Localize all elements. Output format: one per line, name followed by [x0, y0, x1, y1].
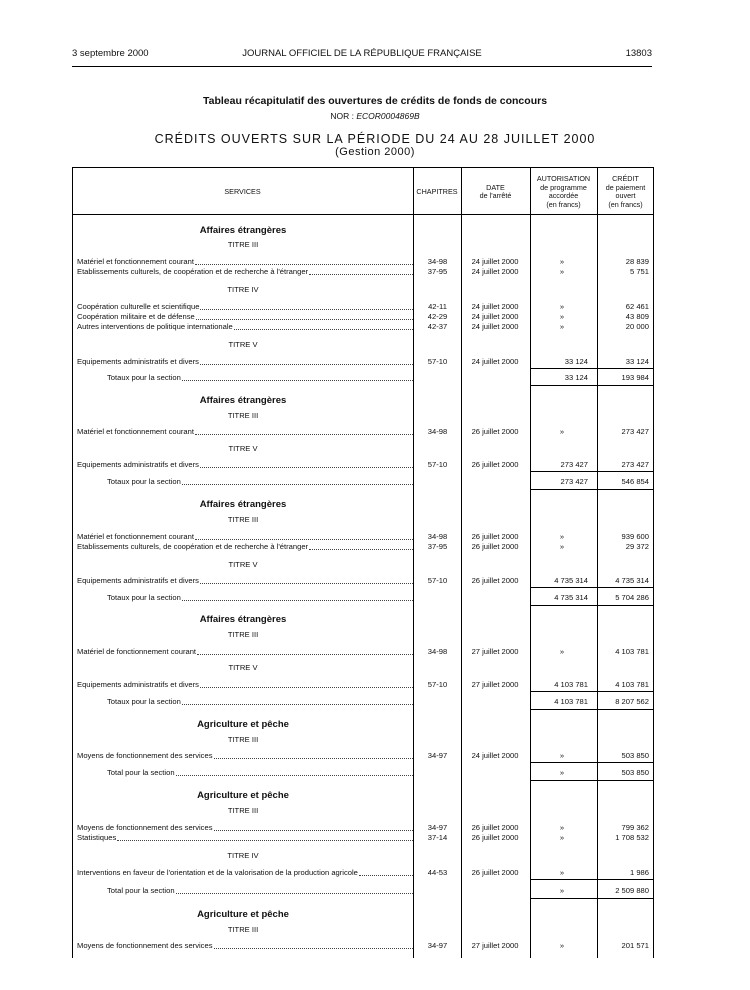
- table-row: [72, 541, 654, 552]
- total-rule: [530, 691, 597, 692]
- service-cell: [77, 867, 413, 878]
- service-cell: [77, 459, 413, 470]
- autorisation-cell: 4 103 781: [554, 697, 588, 706]
- dot-leader: [359, 867, 413, 876]
- date-cell: 24 juillet 2000: [471, 302, 519, 311]
- service-cell: [77, 541, 413, 552]
- autorisation-cell: 4 735 314: [554, 576, 588, 585]
- date-cell: 24 juillet 2000: [471, 751, 519, 760]
- titre-heading: TITRE IV: [227, 851, 259, 860]
- autorisation-cell: »: [559, 257, 565, 266]
- autorisation-cell: 33 124: [564, 373, 588, 382]
- col-header-date: DATE de l'arrêté: [479, 182, 512, 200]
- autorisation-cell: »: [559, 312, 565, 321]
- titre-heading: TITRE III: [227, 806, 259, 815]
- autorisation-cell: 273 427: [560, 460, 588, 469]
- total-rule: [597, 762, 654, 763]
- autorisation-cell: »: [559, 833, 565, 842]
- service-cell: [77, 750, 413, 761]
- date-cell: 26 juillet 2000: [471, 460, 519, 469]
- credit-cell: 939 600: [621, 532, 649, 541]
- date-cell: 27 juillet 2000: [471, 941, 519, 950]
- chapitre-cell: 37-95: [427, 267, 448, 276]
- credit-cell: 201 571: [621, 941, 649, 950]
- dot-leader: [176, 767, 413, 776]
- credit-cell: 5 704 286: [615, 593, 649, 602]
- total-rule: [530, 762, 597, 763]
- credit-cell: 2 509 880: [615, 886, 649, 895]
- service-label: Totaux pour la section: [107, 373, 181, 382]
- service-cell: [77, 426, 413, 437]
- date-cell: 24 juillet 2000: [471, 267, 519, 276]
- chapitre-cell: 57-10: [427, 576, 448, 585]
- chapitre-cell: 44-53: [427, 868, 448, 877]
- chapitre-cell: 42-37: [427, 322, 448, 331]
- service-label: Statistiques: [77, 833, 117, 842]
- service-label: Equipements administratifs et divers: [77, 576, 199, 585]
- total-row: [72, 696, 654, 707]
- service-cell: [77, 832, 413, 843]
- autorisation-cell: »: [559, 751, 565, 760]
- titre-heading: TITRE V: [228, 340, 258, 349]
- section-heading: Affaires étrangères: [199, 395, 287, 406]
- journal-title: JOURNAL OFFICIEL DE LA RÉPUBLIQUE FRANÇAISE: [242, 48, 482, 59]
- dot-leader: [117, 832, 413, 841]
- credit-cell: 33 124: [625, 357, 649, 366]
- table-row: [72, 750, 654, 761]
- service-cell: [77, 321, 413, 332]
- total-rule: [597, 587, 654, 588]
- date-cell: 27 juillet 2000: [471, 647, 519, 656]
- service-cell: [107, 767, 413, 778]
- chapitre-cell: 57-10: [427, 680, 448, 689]
- table-row: [72, 867, 654, 878]
- service-label: Autres interventions de politique internationale: [77, 322, 233, 331]
- service-label: Totaux pour la section: [107, 477, 181, 486]
- dot-leader: [176, 885, 413, 894]
- service-label: Moyens de fonctionnement des services: [77, 751, 213, 760]
- chapitre-cell: 34-97: [427, 823, 448, 832]
- date-cell: 24 juillet 2000: [471, 312, 519, 321]
- table-row: [72, 575, 654, 586]
- service-label: Coopération culturelle et scientifique: [77, 302, 200, 311]
- table-row: [72, 940, 654, 951]
- gestion-title: (Gestion 2000): [335, 146, 415, 158]
- credit-cell: 5 751: [629, 267, 649, 276]
- titre-heading: TITRE III: [227, 515, 259, 524]
- service-cell: [107, 696, 413, 707]
- date-cell: 26 juillet 2000: [471, 868, 519, 877]
- table-row: [72, 426, 654, 437]
- section-bottom-rule: [530, 898, 654, 899]
- titre-heading: TITRE III: [227, 630, 259, 639]
- autorisation-cell: »: [559, 322, 565, 331]
- service-cell: [107, 592, 413, 603]
- col-header-credit: CRÉDIT de paiement ouvert (en francs): [605, 174, 646, 209]
- date-cell: 26 juillet 2000: [471, 576, 519, 585]
- titre-heading: TITRE III: [227, 411, 259, 420]
- autorisation-cell: »: [559, 532, 565, 541]
- total-row: [72, 885, 654, 896]
- date-cell: 26 juillet 2000: [471, 427, 519, 436]
- dot-leader: [182, 592, 413, 601]
- table-row: [72, 646, 654, 657]
- service-cell: [77, 940, 413, 951]
- credit-cell: 799 362: [621, 823, 649, 832]
- date-cell: 24 juillet 2000: [471, 322, 519, 331]
- dot-leader: [182, 372, 413, 381]
- service-label: Coopération militaire et de défense: [77, 312, 195, 321]
- section-heading: Affaires étrangères: [199, 225, 287, 236]
- service-cell: [77, 266, 413, 277]
- service-label: Totaux pour la section: [107, 593, 181, 602]
- credit-cell: 1 986: [629, 868, 649, 877]
- dot-leader: [309, 266, 413, 275]
- chapitre-cell: 57-10: [427, 460, 448, 469]
- table-row: [72, 356, 654, 367]
- total-rule: [530, 471, 597, 472]
- section-bottom-rule: [530, 605, 654, 606]
- service-label: Moyens de fonctionnement des services: [77, 941, 213, 950]
- autorisation-cell: »: [559, 647, 565, 656]
- service-cell: [77, 356, 413, 367]
- titre-heading: TITRE V: [228, 560, 258, 569]
- chapitre-cell: 37-14: [427, 833, 448, 842]
- total-rule: [597, 368, 654, 369]
- dot-leader: [200, 575, 413, 584]
- total-row: [72, 372, 654, 383]
- credit-cell: 546 854: [621, 477, 649, 486]
- credit-cell: 1 708 532: [615, 833, 649, 842]
- service-cell: [107, 476, 413, 487]
- service-label: Equipements administratifs et divers: [77, 357, 199, 366]
- service-cell: [77, 646, 413, 657]
- total-rule: [597, 691, 654, 692]
- section-heading: Affaires étrangères: [199, 499, 287, 510]
- table-row: [72, 459, 654, 470]
- credit-cell: 20 000: [625, 322, 649, 331]
- credit-cell: 273 427: [621, 427, 649, 436]
- chapitre-cell: 34-98: [427, 647, 448, 656]
- titre-heading: TITRE III: [227, 925, 259, 934]
- credit-cell: 62 461: [625, 302, 649, 311]
- autorisation-cell: »: [559, 868, 565, 877]
- total-row: [72, 592, 654, 603]
- service-label: Total pour la section: [107, 768, 175, 777]
- section-bottom-rule: [530, 385, 654, 386]
- header-date: 3 septembre 2000: [72, 48, 149, 59]
- service-label: Totaux pour la section: [107, 697, 181, 706]
- col-header-services: SERVICES: [224, 186, 261, 196]
- dot-leader: [200, 356, 413, 365]
- table-row: [72, 266, 654, 277]
- dot-leader: [200, 459, 413, 468]
- autorisation-cell: »: [559, 302, 565, 311]
- credit-cell: 29 372: [625, 542, 649, 551]
- service-cell: [107, 372, 413, 383]
- table-row: [72, 832, 654, 843]
- section-heading: Agriculture et pêche: [197, 909, 289, 920]
- autorisation-cell: »: [559, 768, 565, 777]
- autorisation-cell: 4 103 781: [554, 680, 588, 689]
- col-header-autorisation: AUTORISATION de programme accordée (en francs): [536, 174, 591, 209]
- credit-cell: 4 103 781: [615, 680, 649, 689]
- service-label: Equipements administratifs et divers: [77, 680, 199, 689]
- credit-cell: 273 427: [621, 460, 649, 469]
- dot-leader: [197, 646, 413, 655]
- service-label: Matériel et fonctionnement courant: [77, 532, 194, 541]
- service-cell: [107, 885, 413, 896]
- autorisation-cell: »: [559, 941, 565, 950]
- chapitre-cell: 57-10: [427, 357, 448, 366]
- date-cell: 27 juillet 2000: [471, 680, 519, 689]
- dot-leader: [214, 750, 414, 759]
- date-cell: 26 juillet 2000: [471, 542, 519, 551]
- service-label: Equipements administratifs et divers: [77, 460, 199, 469]
- service-label: Etablissements culturels, de coopération et de recherche à l'étranger: [77, 542, 309, 551]
- titre-heading: TITRE III: [227, 735, 259, 744]
- chapitre-cell: 37-95: [427, 542, 448, 551]
- dot-leader: [195, 256, 413, 265]
- document-title: Tableau récapitulatif des ouvertures de crédits de fonds de concours: [202, 95, 548, 107]
- table-row: [72, 321, 654, 332]
- total-rule: [597, 879, 654, 880]
- section-bottom-rule: [530, 489, 654, 490]
- chapitre-cell: 34-98: [427, 427, 448, 436]
- dot-leader: [234, 321, 413, 330]
- total-row: [72, 476, 654, 487]
- dot-leader: [182, 476, 413, 485]
- dot-leader: [309, 541, 413, 550]
- credit-cell: 503 850: [621, 768, 649, 777]
- service-label: Interventions en faveur de l'orientation et de la valorisation de la production agricole: [77, 868, 358, 877]
- service-label: Matériel et fonctionnement courant: [77, 257, 194, 266]
- nor-label: NOR :: [330, 111, 354, 121]
- titre-heading: TITRE III: [227, 240, 259, 249]
- col-header-chapitres: CHAPITRES: [416, 186, 458, 196]
- chapitre-cell: 34-97: [427, 941, 448, 950]
- dot-leader: [214, 940, 414, 949]
- service-cell: [77, 575, 413, 586]
- autorisation-cell: »: [559, 267, 565, 276]
- autorisation-cell: »: [559, 427, 565, 436]
- dot-leader: [200, 679, 413, 688]
- section-heading: Agriculture et pêche: [197, 719, 289, 730]
- chapitre-cell: 34-98: [427, 257, 448, 266]
- service-cell: [77, 679, 413, 690]
- date-cell: 24 juillet 2000: [471, 357, 519, 366]
- section-bottom-rule: [530, 780, 654, 781]
- dot-leader: [195, 531, 413, 540]
- date-cell: 24 juillet 2000: [471, 257, 519, 266]
- credit-cell: 193 984: [621, 373, 649, 382]
- titre-heading: TITRE V: [228, 444, 258, 453]
- credit-cell: 4 735 314: [615, 576, 649, 585]
- service-label: Total pour la section: [107, 886, 175, 895]
- autorisation-cell: 33 124: [564, 357, 588, 366]
- credit-cell: 4 103 781: [615, 647, 649, 656]
- chapitre-cell: 42-29: [427, 312, 448, 321]
- dot-leader: [200, 301, 413, 310]
- autorisation-cell: »: [559, 542, 565, 551]
- dot-leader: [214, 822, 414, 831]
- total-rule: [530, 368, 597, 369]
- service-label: Matériel et fonctionnement courant: [77, 427, 194, 436]
- date-cell: 26 juillet 2000: [471, 532, 519, 541]
- service-label: Moyens de fonctionnement des services: [77, 823, 213, 832]
- dot-leader: [196, 311, 413, 320]
- date-cell: 26 juillet 2000: [471, 833, 519, 842]
- total-rule: [530, 879, 597, 880]
- credit-cell: 8 207 562: [615, 697, 649, 706]
- chapitre-cell: 34-98: [427, 532, 448, 541]
- chapitre-cell: 34-97: [427, 751, 448, 760]
- credit-cell: 43 809: [625, 312, 649, 321]
- service-label: Matériel de fonctionnement courant: [77, 647, 197, 656]
- section-bottom-rule: [530, 709, 654, 710]
- total-row: [72, 767, 654, 778]
- table-row: [72, 679, 654, 690]
- section-heading: Affaires étrangères: [199, 614, 287, 625]
- period-title: CRÉDITS OUVERTS SUR LA PÉRIODE DU 24 AU 28 JUILLET 2000: [154, 132, 596, 146]
- chapitre-cell: 42-11: [428, 302, 447, 311]
- titre-heading: TITRE V: [228, 663, 258, 672]
- autorisation-cell: 273 427: [560, 477, 588, 486]
- autorisation-cell: »: [559, 823, 565, 832]
- autorisation-cell: 4 735 314: [554, 593, 588, 602]
- dot-leader: [182, 696, 413, 705]
- credit-cell: 28 839: [625, 257, 649, 266]
- total-rule: [597, 471, 654, 472]
- section-heading: Agriculture et pêche: [197, 790, 289, 801]
- total-rule: [530, 587, 597, 588]
- date-cell: 26 juillet 2000: [471, 823, 519, 832]
- autorisation-cell: »: [559, 886, 565, 895]
- credit-cell: 503 850: [621, 751, 649, 760]
- titre-heading: TITRE IV: [227, 285, 259, 294]
- page-number: 13803: [625, 48, 652, 59]
- dot-leader: [195, 426, 413, 435]
- nor-code: ECOR0004869B: [356, 111, 420, 121]
- service-label: Etablissements culturels, de coopération et de recherche à l'étranger: [77, 267, 309, 276]
